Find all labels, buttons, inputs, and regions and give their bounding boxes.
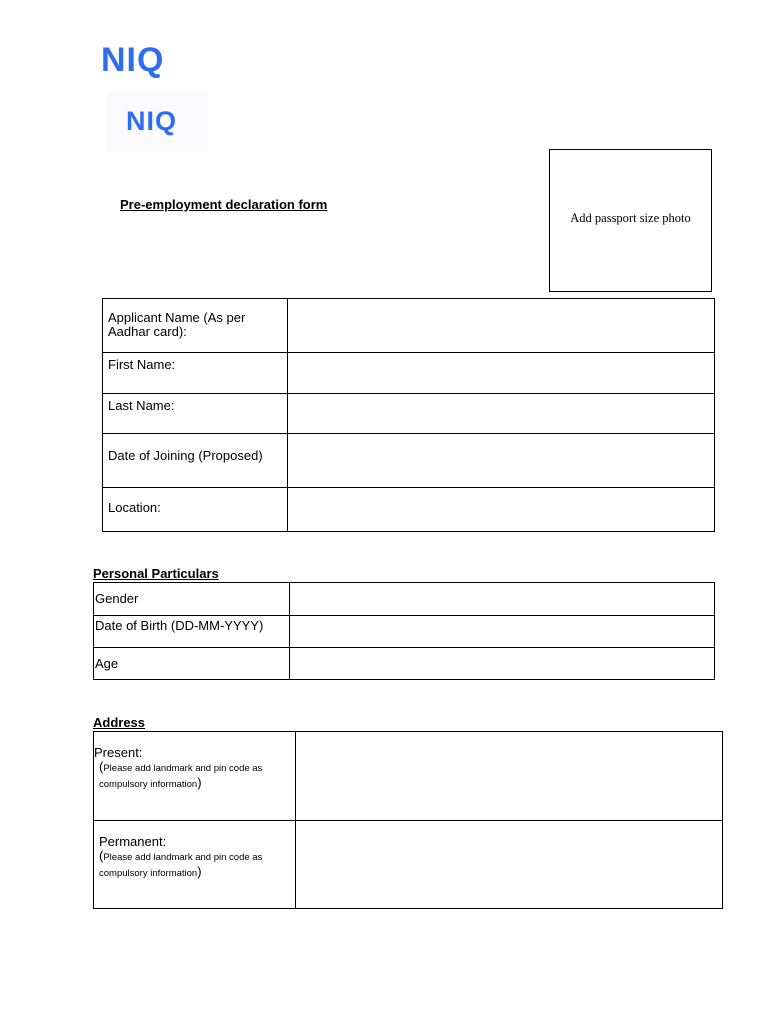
address-heading: Address — [93, 715, 146, 730]
date-of-birth-field[interactable] — [290, 616, 715, 648]
present-address-label-cell — [94, 732, 296, 821]
table-row — [94, 732, 723, 821]
niq-logo: NIQ — [101, 41, 165, 79]
form-title: Pre-employment declaration form — [120, 197, 328, 212]
present-address-label: Present: — [94, 745, 143, 760]
first-name-field[interactable] — [288, 353, 715, 394]
present-address-note: (Please add landmark and pin code as compulsory information) — [99, 759, 263, 790]
table-row — [94, 648, 715, 680]
table-row — [103, 434, 715, 488]
personal-particulars-table — [93, 582, 715, 680]
table-row — [103, 299, 715, 353]
age-field[interactable] — [290, 648, 715, 680]
present-address-field[interactable] — [296, 732, 723, 821]
applicant-name-field[interactable] — [288, 299, 715, 353]
permanent-address-label-cell — [94, 821, 296, 909]
age-label: Age — [94, 648, 290, 680]
table-row — [103, 394, 715, 434]
location-field[interactable] — [288, 488, 715, 532]
permanent-address-label: Permanent: — [99, 834, 167, 849]
date-of-joining-label: Date of Joining (Proposed) — [103, 434, 288, 488]
photo-placeholder-text: Add passport size photo — [570, 211, 691, 225]
table-row — [103, 488, 715, 532]
last-name-field[interactable] — [288, 394, 715, 434]
date-of-joining-field[interactable] — [288, 434, 715, 488]
applicant-table — [102, 298, 715, 532]
date-of-birth-label: Date of Birth (DD-MM-YYYY) — [94, 616, 290, 648]
applicant-name-label: Applicant Name (As per Aadhar card): — [103, 299, 288, 353]
niq-logo-secondary: NIQ — [126, 106, 178, 136]
address-table — [93, 731, 723, 909]
photo-upload-box[interactable] — [549, 149, 712, 292]
table-row — [103, 353, 715, 394]
table-row — [94, 583, 715, 616]
location-label: Location: — [103, 488, 288, 532]
table-row — [94, 616, 715, 648]
personal-particulars-heading: Personal Particulars — [93, 566, 219, 581]
last-name-label: Last Name: — [103, 394, 288, 434]
gender-field[interactable] — [290, 583, 715, 616]
gender-label: Gender — [94, 583, 290, 616]
permanent-address-field[interactable] — [296, 821, 723, 909]
permanent-address-note: (Please add landmark and pin code as compulsory information) — [99, 848, 263, 879]
table-row — [94, 821, 723, 909]
first-name-label: First Name: — [103, 353, 288, 394]
